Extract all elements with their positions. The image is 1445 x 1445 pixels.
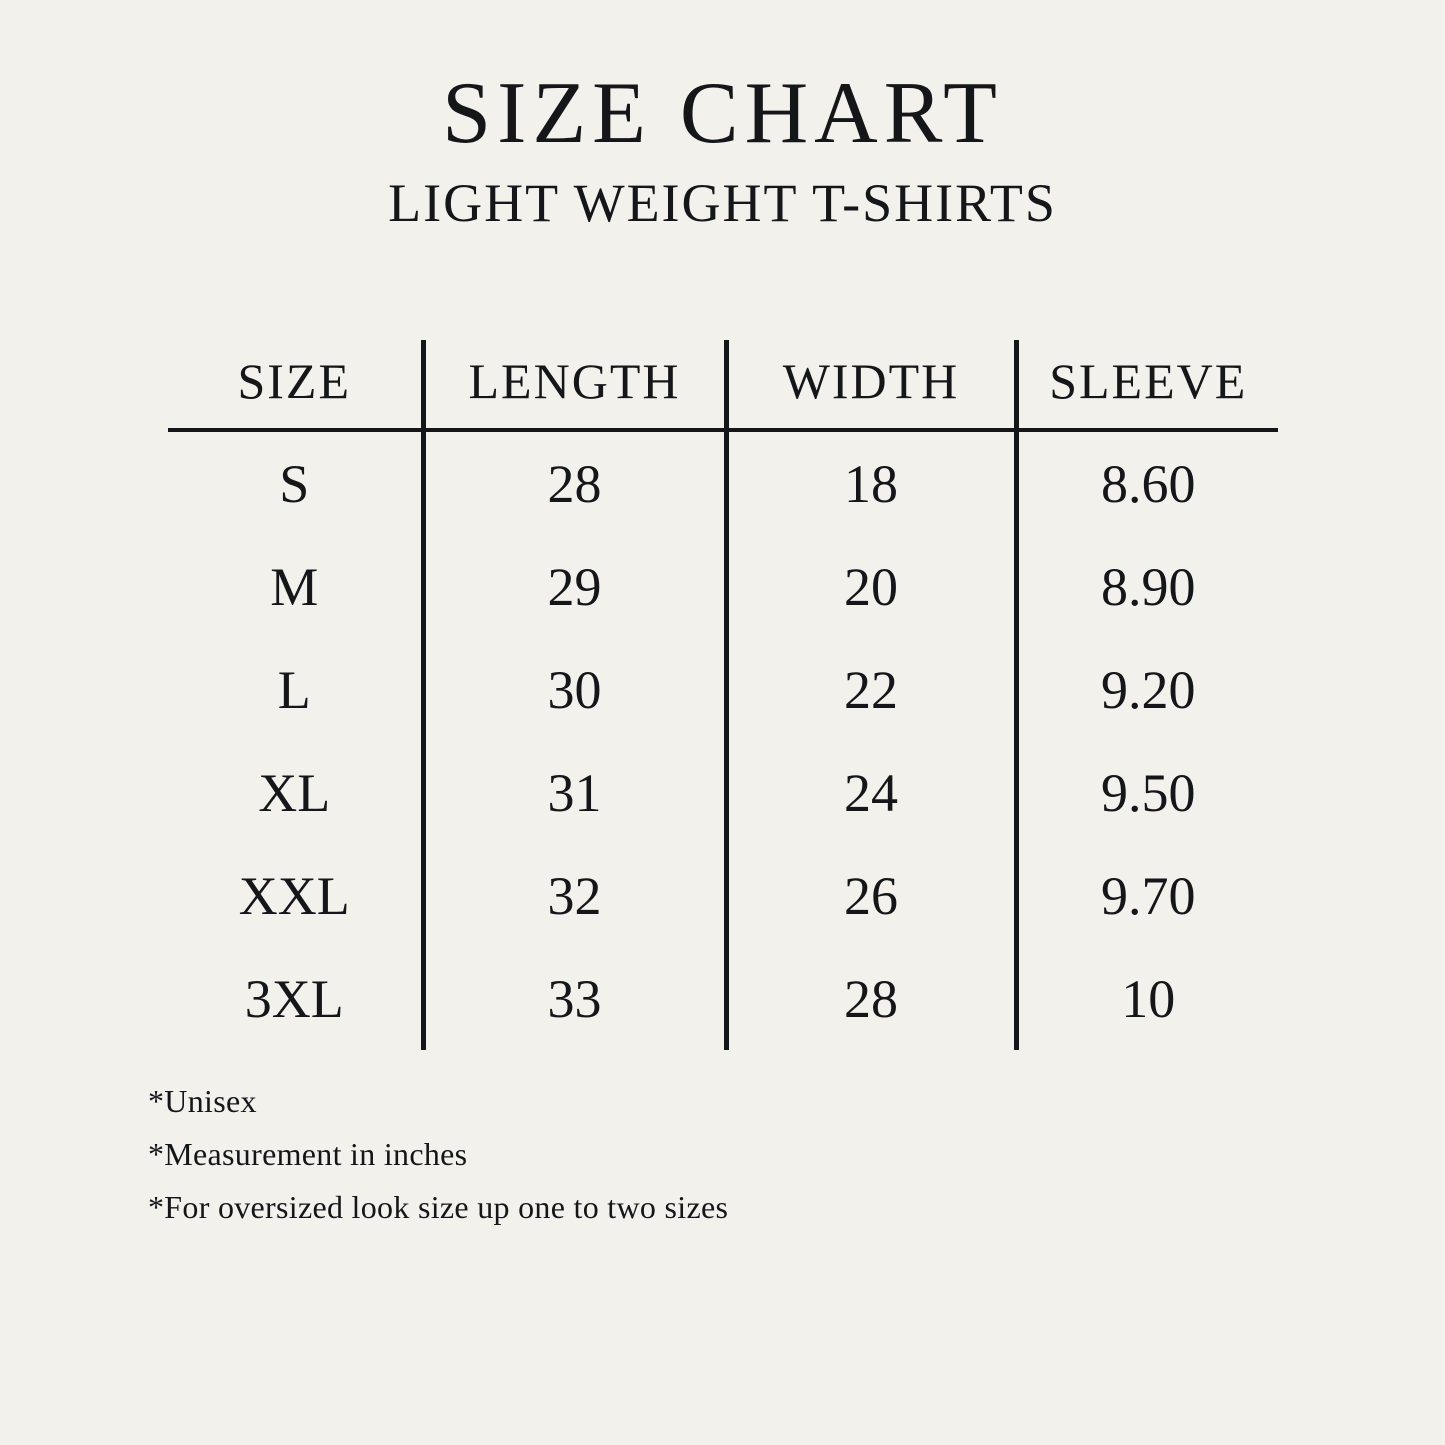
cell-width: 18	[726, 430, 1016, 535]
cell-width: 26	[726, 844, 1016, 947]
cell-width: 28	[726, 947, 1016, 1050]
cell-length: 28	[423, 430, 726, 535]
cell-size: XXL	[238, 865, 350, 926]
cell-length: 30	[423, 638, 726, 741]
cell-size: L	[277, 659, 311, 720]
table-header	[168, 340, 1278, 430]
size-table-wrapper	[168, 340, 1278, 1050]
note-measurement: *Measurement in inches	[148, 1135, 468, 1172]
table-row	[168, 430, 1278, 535]
table-row	[168, 947, 1278, 1050]
cell-width: 24	[726, 741, 1016, 844]
page-title: SIZE CHART	[442, 65, 1003, 162]
column-header-width: WIDTH	[726, 340, 1016, 430]
cell-sleeve: 9.20	[1016, 638, 1278, 741]
cell-sleeve: 9.50	[1016, 741, 1278, 844]
table-body	[168, 430, 1278, 1050]
cell-sleeve: 10	[1016, 947, 1278, 1050]
note-unisex: *Unisex	[148, 1083, 257, 1119]
column-header-length: LENGTH	[423, 340, 726, 430]
cell-width: 20	[726, 535, 1016, 638]
page-subtitle: LIGHT WEIGHT T-SHIRTS	[388, 173, 1057, 234]
table-row	[168, 638, 1278, 741]
cell-sleeve: 8.90	[1016, 535, 1278, 638]
cell-width: 22	[726, 638, 1016, 741]
cell-length: 33	[423, 947, 726, 1050]
column-header-sleeve: SLEEVE	[1016, 340, 1278, 430]
cell-size: 3XL	[244, 968, 344, 1029]
size-table	[168, 340, 1278, 1050]
table-row	[168, 741, 1278, 844]
note-oversized: *For oversized look size up one to two sizes	[148, 1188, 729, 1225]
cell-length: 29	[423, 535, 726, 638]
cell-sleeve: 9.70	[1016, 844, 1278, 947]
cell-size: M	[270, 556, 319, 617]
table-header-row	[168, 340, 1278, 430]
table-row	[168, 844, 1278, 947]
notes-block	[148, 1075, 728, 1233]
title-block	[0, 65, 1445, 234]
cell-size: S	[279, 453, 310, 514]
cell-size: XL	[258, 762, 331, 823]
cell-length: 31	[423, 741, 726, 844]
cell-length: 32	[423, 844, 726, 947]
column-header-size: SIZE	[237, 353, 352, 409]
table-row	[168, 535, 1278, 638]
cell-sleeve: 8.60	[1016, 430, 1278, 535]
